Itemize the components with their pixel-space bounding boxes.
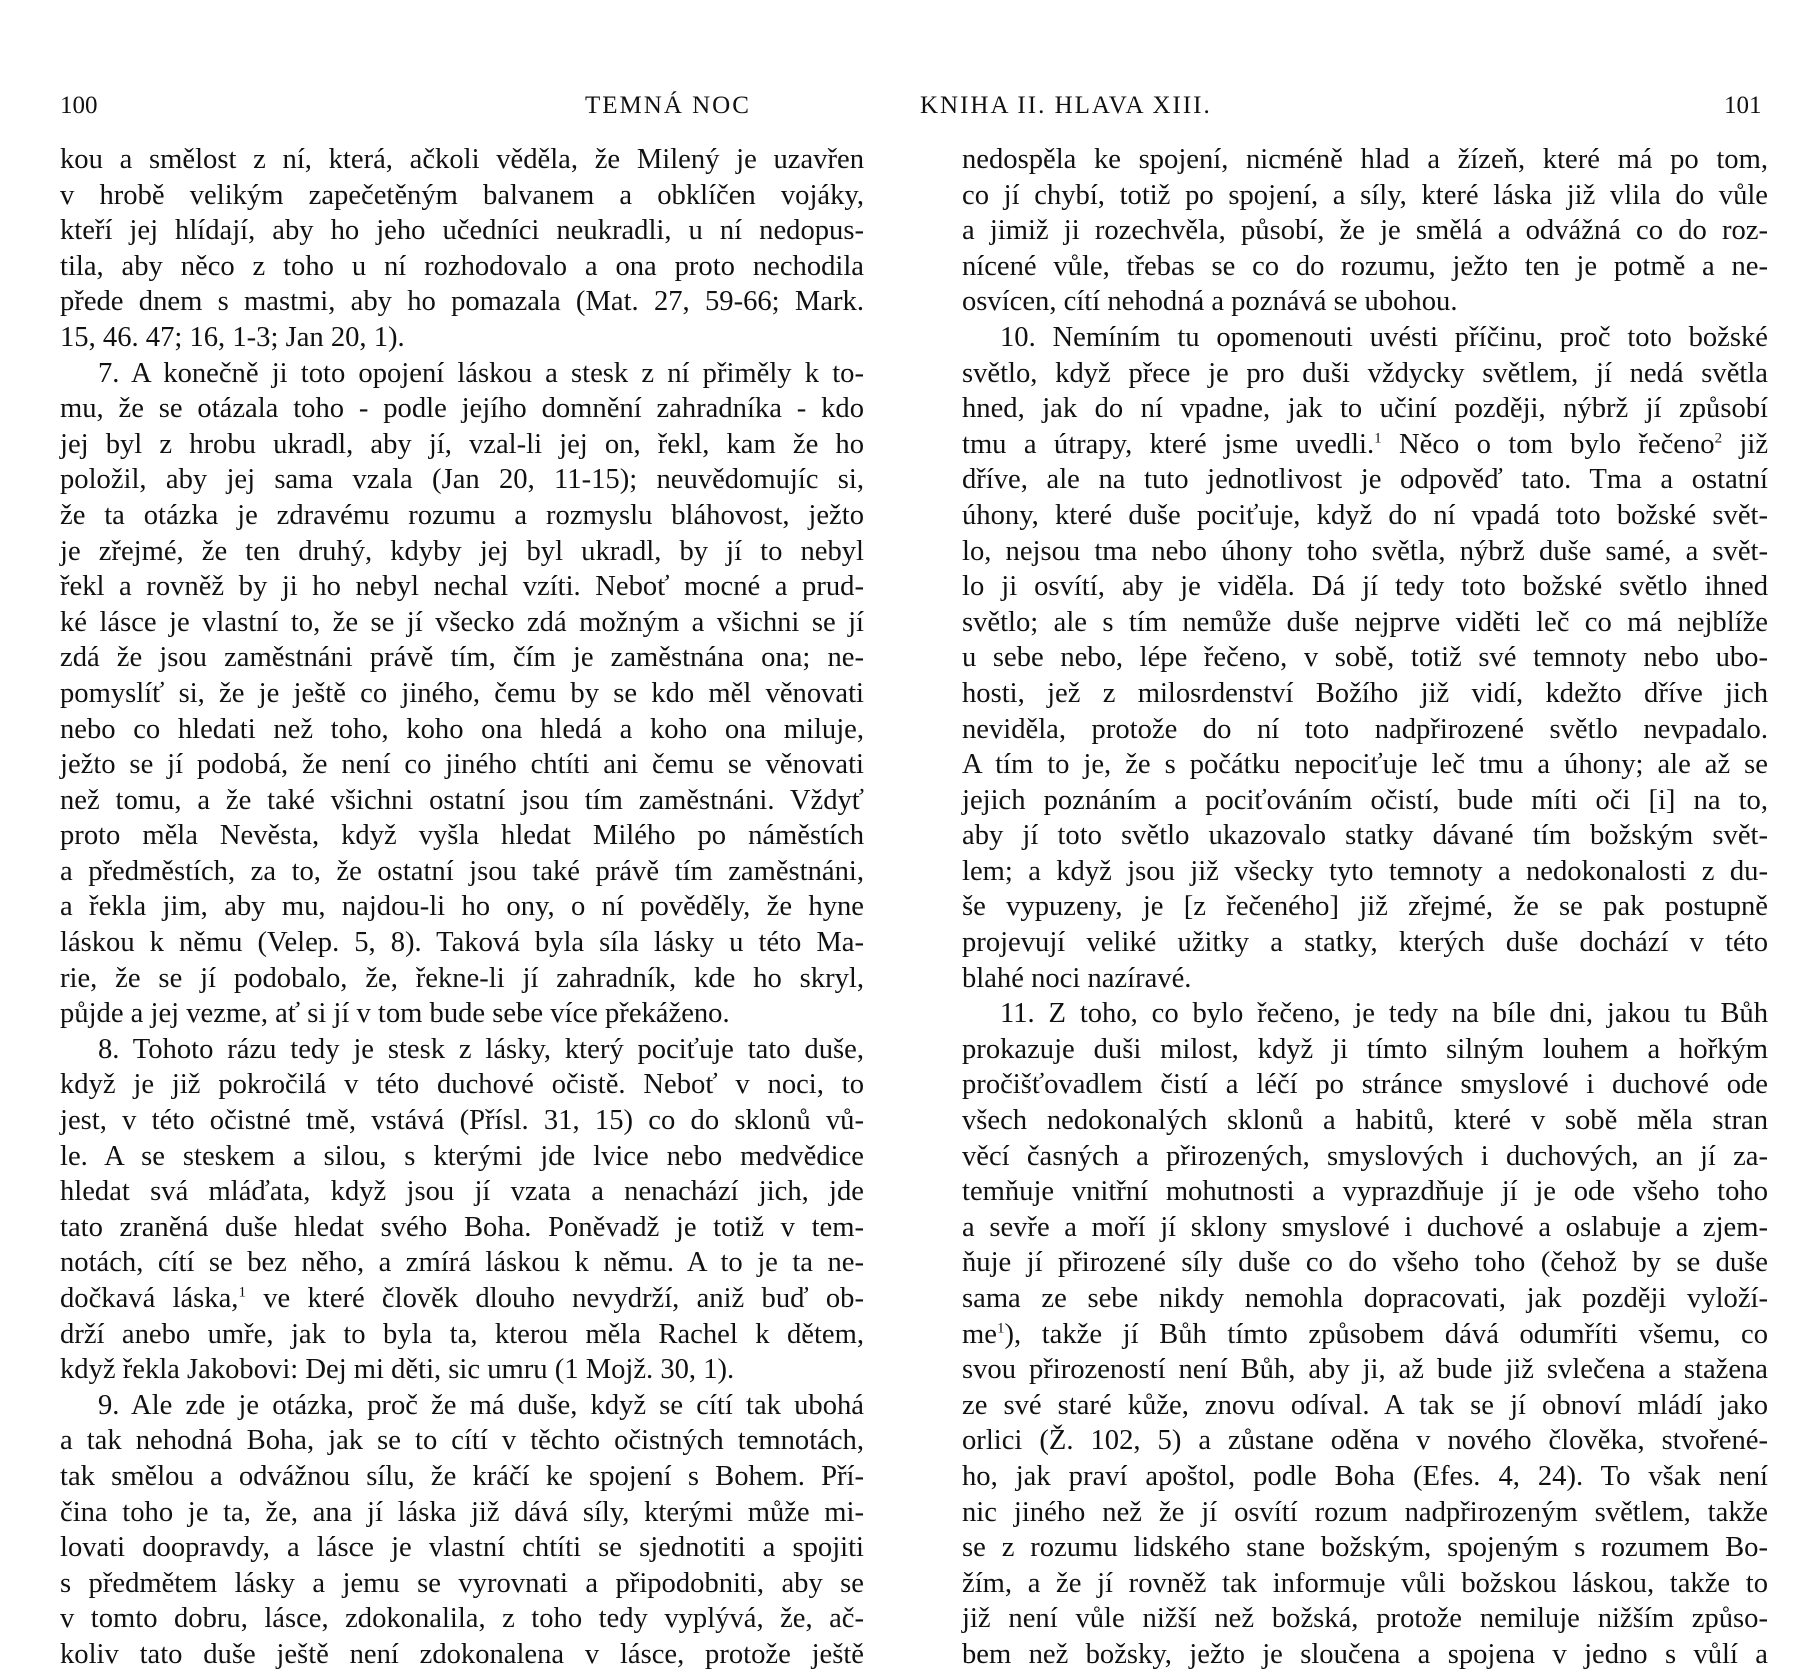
text-line bbox=[60, 676, 864, 712]
text-line bbox=[962, 569, 1768, 605]
line-segment: 10. Nemíním tu opomenouti uvésti příčinu, proč toto božské bbox=[1000, 321, 1768, 353]
text-line bbox=[962, 712, 1768, 748]
line-segment: přede dnem s mastmi, aby ho pomazala (Mat. 27, 59-66; Mark. bbox=[60, 286, 864, 318]
text-line bbox=[60, 1637, 864, 1673]
line-segment: položil, aby jej sama vzala (Jan 20, 11-15); neuvědomujíc si, bbox=[60, 464, 864, 496]
line-segment: a jimiž ji rozechvěla, působí, že je smělá a odvážná co do roz- bbox=[962, 215, 1768, 247]
line-segment: všech nedokonalých sklonů a habitů, které v sobě měla stran bbox=[962, 1105, 1768, 1137]
text-line bbox=[962, 178, 1768, 214]
line-segment: Něco o tom bylo řečeno bbox=[1381, 428, 1715, 460]
text-line bbox=[962, 1459, 1768, 1495]
line-segment: bem než božsky, ježto je sloučena a spojena v jedno s vůlí a bbox=[962, 1638, 1768, 1670]
line-segment: projevují veliké užitky a statky, kterých duše dochází v této bbox=[962, 927, 1768, 959]
line-segment: tmu a útrapy, které jsme uvedli. bbox=[962, 428, 1375, 460]
line-segment: ké lásce je vlastní to, že se jí všecko zdá možným a všichni se jí bbox=[60, 606, 864, 638]
text-line bbox=[962, 854, 1768, 890]
line-segment: ze své staré kůže, znovu odíval. A tak se jí obnoví mládí jako bbox=[962, 1389, 1768, 1421]
text-line bbox=[962, 1067, 1768, 1103]
text-line bbox=[962, 391, 1768, 427]
text-line bbox=[962, 1352, 1768, 1388]
text-line bbox=[60, 854, 864, 890]
text-line bbox=[962, 996, 1768, 1032]
line-segment: a tak nehodná Boha, jak se to cítí v těchto očistných temnotách, bbox=[60, 1425, 864, 1457]
line-segment: kteří jej hlídají, aby ho jeho učedníci neukradli, u ní nedopus- bbox=[60, 215, 864, 247]
line-segment: lo ji osvítí, aby je viděla. Dá jí tedy toto božské světlo ihned bbox=[962, 571, 1768, 603]
line-segment: dříve, ale na tuto jednotlivost je odpověď tato. Tma a ostatní bbox=[962, 464, 1768, 496]
text-line bbox=[962, 320, 1768, 356]
line-segment: s předmětem lásky a jemu se vyrovnati a připodobniti, aby se bbox=[60, 1567, 864, 1599]
text-line bbox=[60, 142, 864, 178]
text-line bbox=[962, 1566, 1768, 1602]
line-segment: koliv tato duše ještě není zdokonalena v lásce, protože ještě bbox=[60, 1638, 864, 1670]
text-line bbox=[962, 1601, 1768, 1637]
left-running-title: TEMNÁ NOC bbox=[585, 92, 751, 119]
line-segment: věcí časných a přirozených, smyslových i duchových, an jí za- bbox=[962, 1140, 1768, 1172]
line-segment: zdá že jsou zaměstnáni právě tím, čím je zaměstnána ona; ne- bbox=[60, 642, 864, 674]
line-segment: proto měla Nevěsta, když vyšla hledat Milého po náměstích bbox=[60, 820, 864, 852]
text-line bbox=[962, 462, 1768, 498]
line-segment: co jí chybí, totiž po spojení, a síly, které láska již vlila do vůle bbox=[962, 179, 1768, 211]
text-line bbox=[60, 356, 864, 392]
line-segment: A tím to je, že s počátku nepociťuje leč tmu a úhony; ale až se bbox=[962, 749, 1768, 781]
text-line bbox=[962, 1423, 1768, 1459]
line-segment: jest, v této očistné tmě, vstává (Přísl. 31, 15) co do sklonů vů- bbox=[60, 1105, 864, 1137]
text-line bbox=[962, 925, 1768, 961]
line-segment: úhony, které duše pociťuje, když do ní vpadá toto božské svět- bbox=[962, 499, 1768, 531]
text-line bbox=[962, 142, 1768, 178]
text-line bbox=[962, 1103, 1768, 1139]
line-segment: osvícen, cítí nehodná a poznává se ubohou. bbox=[962, 286, 1458, 318]
text-line bbox=[962, 605, 1768, 641]
line-segment: láskou k němu (Velep. 5, 8). Taková byla síla lásky u této Ma- bbox=[60, 927, 864, 959]
text-line bbox=[60, 320, 864, 356]
text-line bbox=[962, 1245, 1768, 1281]
text-line bbox=[962, 1210, 1768, 1246]
text-line bbox=[962, 534, 1768, 570]
text-line bbox=[60, 961, 864, 997]
text-line bbox=[962, 213, 1768, 249]
text-line bbox=[962, 284, 1768, 320]
line-segment: ňuje jí přirozené síly duše co do všeho toho (čehož by se duše bbox=[962, 1247, 1768, 1279]
line-segment: aby jí toto světlo ukazovalo statky dávané tím božským svět- bbox=[962, 820, 1768, 852]
line-segment: a sevře a moří jí sklony smyslové i duchové a oslabuje a zjem- bbox=[962, 1211, 1768, 1243]
text-line bbox=[60, 462, 864, 498]
text-line bbox=[60, 889, 864, 925]
line-segment: blahé noci nazíravé. bbox=[962, 962, 1192, 994]
text-line bbox=[60, 712, 864, 748]
line-segment: nícené vůle, třebas se co do rozumu, ježto ten je potmě a ne- bbox=[962, 250, 1768, 282]
text-line bbox=[962, 1317, 1768, 1353]
text-line bbox=[962, 1388, 1768, 1424]
text-line bbox=[60, 1210, 864, 1246]
right-page-number: 101 bbox=[1724, 92, 1762, 119]
text-line bbox=[962, 1637, 1768, 1673]
line-segment: žím, a že jí rovněž tak informuje vůli božskou láskou, takže to bbox=[962, 1567, 1768, 1599]
line-segment: je zřejmé, že ten druhý, kdyby jej byl ukradl, by jí to nebyl bbox=[60, 535, 864, 567]
text-line bbox=[60, 249, 864, 285]
text-line bbox=[962, 427, 1768, 463]
line-segment: již není vůle nižší než božská, protože nemiluje nižším způso- bbox=[962, 1603, 1768, 1635]
text-line bbox=[962, 783, 1768, 819]
line-segment: sama ze sebe nikdy nemohla dopracovati, jak později vyloží- bbox=[962, 1283, 1768, 1314]
text-line bbox=[60, 1530, 864, 1566]
line-segment: již bbox=[1722, 428, 1769, 460]
left-page-number: 100 bbox=[60, 92, 98, 119]
line-segment: dočkavá láska, bbox=[60, 1283, 239, 1314]
text-line bbox=[962, 889, 1768, 925]
line-segment: tak smělou a odvážnou sílu, že kráčí ke spojení s Bohem. Pří- bbox=[60, 1460, 864, 1492]
text-line bbox=[60, 1281, 864, 1317]
line-segment: me bbox=[962, 1318, 997, 1350]
line-segment: ježto se jí podobá, že není co jiného chtíti ani čemu se věnovati bbox=[60, 749, 864, 781]
text-line bbox=[60, 391, 864, 427]
line-segment: ho, jak praví apoštol, podle Boha (Efes. 4, 24). To však není bbox=[962, 1460, 1768, 1492]
text-line bbox=[60, 1601, 864, 1637]
line-segment: světlo, když přece je pro duši vždycky světlem, jí nedá světla bbox=[962, 357, 1768, 389]
text-line bbox=[962, 961, 1768, 997]
text-line bbox=[60, 1067, 864, 1103]
text-line bbox=[60, 569, 864, 605]
text-line bbox=[60, 605, 864, 641]
text-line bbox=[962, 356, 1768, 392]
line-segment: prokazuje duši milost, když ji tímto silným louhem a hořkým bbox=[962, 1033, 1768, 1065]
line-segment: když řekla Jakobovi: Dej mi děti, sic umru (1 Mojž. 30, 1). bbox=[60, 1354, 735, 1386]
text-line bbox=[60, 783, 864, 819]
line-segment: pomyslíť si, že je ještě co jiného, čemu by se kdo měl věnovati bbox=[60, 677, 864, 709]
text-line bbox=[60, 284, 864, 320]
text-line bbox=[962, 1281, 1768, 1317]
line-segment: notách, cítí se bez něho, a zmírá láskou k němu. A to je ta ne- bbox=[60, 1247, 864, 1279]
line-segment: drží anebo umře, jak to byla ta, kterou měla Rachel k dětem, bbox=[60, 1318, 864, 1350]
text-line bbox=[60, 1566, 864, 1602]
text-line bbox=[60, 1245, 864, 1281]
text-line bbox=[60, 1174, 864, 1210]
line-segment: 8. Tohoto rázu tedy je stesk z lásky, který pociťuje tato duše, bbox=[98, 1033, 864, 1065]
line-segment: še vypuzeny, je [z řečeného] již zřejmé, že se pak postupně bbox=[962, 891, 1768, 923]
line-segment: tato zraněná duše hledat svého Boha. Poněvadž je totiž v tem- bbox=[60, 1211, 864, 1243]
line-segment: svou přirozeností není Bůh, aby ji, až bude již svlečena a stažena bbox=[962, 1354, 1768, 1386]
line-segment: jejich poznáním a pociťováním očistí, bude míti oči [i] na to, bbox=[962, 784, 1768, 816]
text-line bbox=[962, 1530, 1768, 1566]
line-segment: 15, 46. 47; 16, 1-3; Jan 20, 1). bbox=[60, 321, 405, 353]
text-line bbox=[962, 640, 1768, 676]
text-line bbox=[962, 676, 1768, 712]
text-line bbox=[962, 818, 1768, 854]
right-body-text bbox=[962, 142, 1768, 1673]
line-segment: kou a smělost z ní, která, ačkoli věděla, že Milený je uzavřen bbox=[60, 144, 864, 175]
text-line bbox=[60, 925, 864, 961]
line-segment: v hrobě velikým zapečetěným balvanem a obklíčen vojáky, bbox=[60, 179, 864, 211]
text-line bbox=[60, 1495, 864, 1531]
text-line bbox=[60, 213, 864, 249]
line-segment: a předměstích, za to, že ostatní jsou také právě tím zaměstnáni, bbox=[60, 855, 864, 887]
right-running-title: KNIHA II. HLAVA XIII. bbox=[920, 92, 1212, 119]
text-line bbox=[60, 1459, 864, 1495]
text-line bbox=[60, 640, 864, 676]
text-line bbox=[60, 534, 864, 570]
footnote-marker: 1 bbox=[1374, 430, 1382, 447]
text-line bbox=[962, 1139, 1768, 1175]
line-segment: nic jiného než že jí osvítí rozum nadpřirozeným světlem, takže bbox=[962, 1496, 1768, 1528]
line-segment: orlici (Ž. 102, 5) a zůstane oděna v nového člověka, stvořené- bbox=[962, 1425, 1768, 1457]
text-line bbox=[60, 1352, 864, 1388]
line-segment: mu, že se otázala toho - podle jejího domnění zahradníka - kdo bbox=[60, 393, 864, 425]
text-line bbox=[60, 996, 864, 1032]
line-segment: čina toho je ta, že, ana jí láska již dává síly, kterými může mi- bbox=[60, 1496, 864, 1528]
text-line bbox=[962, 1032, 1768, 1068]
line-segment: u sebe nebo, lépe řečeno, v sobě, totiž své temnoty nebo ubo- bbox=[962, 642, 1768, 674]
text-line bbox=[60, 1423, 864, 1459]
line-segment: ve které člověk dlouho nevydrží, aniž buď ob- bbox=[245, 1283, 864, 1314]
line-segment: hledat svá mláďata, když jsou jí vzata a nenachází jich, jde bbox=[60, 1176, 864, 1208]
text-line bbox=[60, 818, 864, 854]
text-line bbox=[60, 498, 864, 534]
text-line bbox=[60, 178, 864, 214]
text-line bbox=[60, 1032, 864, 1068]
text-line bbox=[60, 1317, 864, 1353]
text-line bbox=[962, 1495, 1768, 1531]
line-segment: než tomu, a že také všichni ostatní jsou tím zaměstnáni. Vždyť bbox=[60, 784, 864, 816]
line-segment: lem; a když jsou již všecky tyto temnoty a nedokonalosti z du- bbox=[962, 855, 1768, 887]
footnote-marker: 1 bbox=[238, 1284, 246, 1301]
line-segment: v tomto dobru, lásce, zdokonalila, z toho tedy vyplývá, že, ač- bbox=[60, 1603, 864, 1635]
footnote-marker: 2 bbox=[1714, 430, 1723, 447]
line-segment: 11. Z toho, co bylo řečeno, je tedy na bíle dni, jakou tu Bůh bbox=[1000, 998, 1768, 1030]
line-segment: hned, jak do ní vpadne, jak to učiní později, nýbrž jí způsobí bbox=[962, 393, 1768, 425]
line-segment: neviděla, protože do ní toto nadpřirozené světlo nevpadalo. bbox=[962, 713, 1768, 745]
line-segment: hosti, jež z milosrdenství Božího již vidí, kdežto dříve jich bbox=[962, 677, 1768, 709]
line-segment: lo, nejsou tma nebo úhony toho světla, nýbrž duše samé, a svět- bbox=[962, 535, 1768, 567]
line-segment: jej byl z hrobu ukradl, aby jí, vzal-li jej on, řekl, kam že ho bbox=[60, 428, 864, 460]
text-line bbox=[60, 747, 864, 783]
line-segment: a řekla jim, aby mu, najdou-li ho ony, o ní pověděly, že hyne bbox=[60, 891, 864, 923]
left-body-text bbox=[60, 142, 864, 1673]
line-segment: temňuje vnitřní mohutnosti a vyprazdňuje jí je ode všeho toho bbox=[962, 1176, 1768, 1208]
line-segment: 7. A konečně ji toto opojení láskou a stesk z ní přiměly k to- bbox=[98, 357, 864, 389]
line-segment: se z rozumu lidského stane božským, spojeným s rozumem Bo- bbox=[962, 1532, 1768, 1564]
line-segment: řekl a rovněž by ji ho nebyl nechal vzíti. Neboť mocné a prud- bbox=[60, 571, 864, 603]
line-segment: že ta otázka je zdravému rozumu a rozmyslu bláhovost, ježto bbox=[60, 499, 864, 531]
line-segment: ), takže jí Bůh tímto způsobem dává odumříti všemu, co bbox=[1004, 1318, 1768, 1350]
text-line bbox=[962, 1174, 1768, 1210]
text-line bbox=[60, 1103, 864, 1139]
footnote-marker: 1 bbox=[996, 1320, 1005, 1337]
text-line bbox=[962, 249, 1768, 285]
text-line bbox=[962, 498, 1768, 534]
line-segment: nedospěla ke spojení, nicméně hlad a žízeň, které má po tom, bbox=[962, 144, 1768, 175]
line-segment: nebo co hledati než toho, koho ona hledá a koho ona miluje, bbox=[60, 713, 864, 745]
text-line bbox=[60, 427, 864, 463]
left-page bbox=[0, 0, 904, 1670]
line-segment: půjde a jej vezme, ať si jí v tom bude sebe více překáženo. bbox=[60, 998, 730, 1030]
line-segment: tila, aby něco z toho u ní rozhodovalo a ona proto nechodila bbox=[60, 250, 864, 282]
right-page bbox=[904, 0, 1808, 1670]
text-line bbox=[962, 747, 1768, 783]
line-segment: když je již pokročilá v této duchové očistě. Neboť v noci, to bbox=[60, 1069, 864, 1101]
line-segment: le. A se steskem a silou, s kterými jde lvice nebo medvědice bbox=[60, 1140, 864, 1172]
line-segment: lovati doopravdy, a lásce je vlastní chtíti se sjednotiti a spojiti bbox=[60, 1532, 864, 1564]
line-segment: pročišťovadlem čistí a léčí po stránce smyslové i duchové ode bbox=[962, 1069, 1768, 1101]
line-segment: světlo; ale s tím nemůže duše nejprve viděti leč co má nejblíže bbox=[962, 606, 1768, 638]
line-segment: rie, že se jí podobalo, že, řekne-li jí zahradník, kde ho skryl, bbox=[60, 962, 864, 994]
text-line bbox=[60, 1388, 864, 1424]
line-segment: 9. Ale zde je otázka, proč že má duše, když se cítí tak ubohá bbox=[98, 1389, 864, 1421]
text-line bbox=[60, 1139, 864, 1175]
